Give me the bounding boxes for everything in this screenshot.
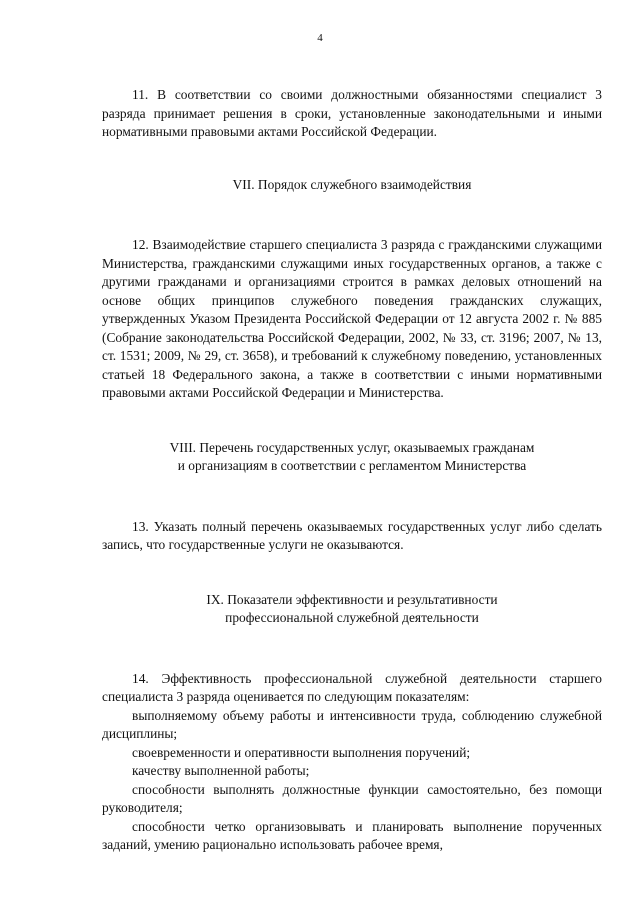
paragraph-11: 11. В соответствии со своими должностными обязанностями специалист 3 разряда принимает решения в сроки, установленные законодательными и иными нормативными правовыми актами Российской Федерации. (102, 87, 602, 139)
section-9-title-line-1: IX. Показатели эффективности и результативности (206, 591, 498, 607)
paragraph-14-item: способности выполнять должностные функции самостоятельно, без помощи руководителя; (102, 781, 602, 815)
section-9-heading (102, 591, 602, 628)
paragraph-12: 12. Взаимодействие старшего специалиста 3 разряда с гражданскими служащими Министерства, гражданскими служащими иных государственных органов, а также с другими гражданами и организациями строится в рамках деловых отношений на основе общих принципов служебного поведения гражданских служащих, утвержденных Указом Президента Российской Федерации от 12 августа 2002 г. № 885 (Собрание законодательства Российской Федерации, 2002, № 33, ст. 3196; 2007, № 13, ст. 1531; 2009, № 29, ст. 3658), и требований к служебному поведению, установленных статьей 18 Федерального закона, а также в соответствии с иными нормативными правовыми актами Российской Федерации и Министерства. (102, 237, 602, 400)
paragraph-14-intro: 14. Эффективность профессиональной служебной деятельности старшего специалиста 3 разряда оценивается по следующим показателям: (102, 670, 602, 704)
paragraph-14-item: качеству выполненной работы; (132, 763, 310, 778)
section-7-title: VII. Порядок служебного взаимодействия (232, 176, 472, 192)
paragraph-14-item: способности четко организовывать и планировать выполнение порученных заданий, умению рационально использовать рабочее время, (102, 818, 602, 852)
section-8-heading (102, 439, 602, 476)
paragraph-13: 13. Указать полный перечень оказываемых государственных услуг либо сделать запись, что государственные услуги не оказываются. (102, 518, 602, 552)
paragraph-14-item: выполняемому объему работы и интенсивности труда, соблюдению служебной дисциплины; (102, 707, 602, 741)
page-number: 4 (317, 32, 323, 44)
section-8-title-line-2: и организациям в соответствии с регламентом Министерства (177, 458, 527, 473)
section-8-title-line-1: VIII. Перечень государственных услуг, оказываемых гражданам (169, 439, 535, 455)
section-9-title-line-2: профессиональной служебной деятельности (225, 610, 479, 625)
section-7-heading (102, 176, 602, 195)
paragraph-14-item: своевременности и оперативности выполнения поручений; (132, 744, 471, 760)
document-body (102, 86, 602, 855)
